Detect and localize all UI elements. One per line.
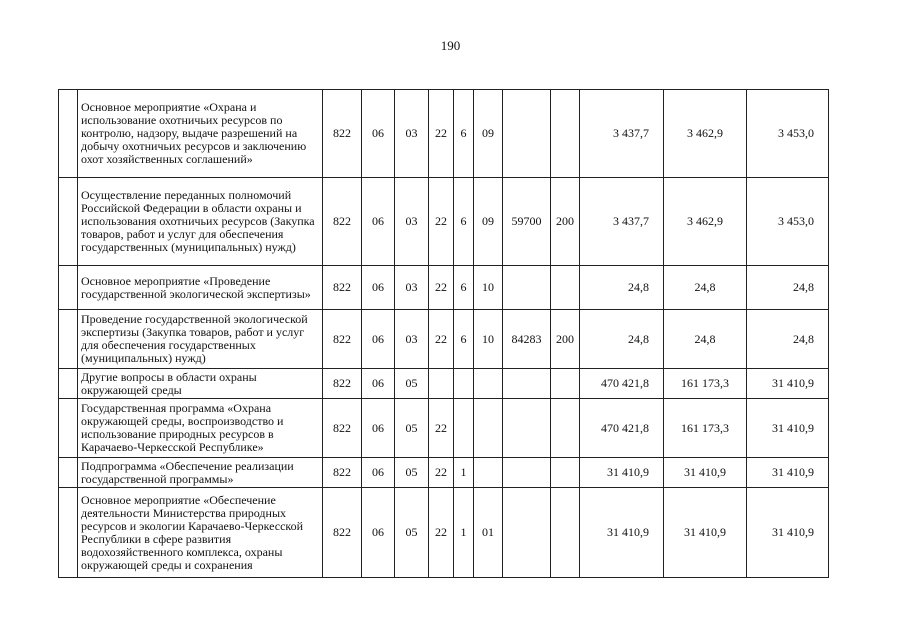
amount-year-1: 24,8 <box>580 266 664 310</box>
csr-code <box>503 266 551 310</box>
csr-code: 59700 <box>503 178 551 266</box>
amount-year-1: 31 410,9 <box>580 458 664 488</box>
subprogram-code: 6 <box>454 310 474 369</box>
csr-code <box>503 488 551 578</box>
rz-code: 06 <box>362 90 395 178</box>
pr-code: 05 <box>395 488 429 578</box>
pr-code: 05 <box>395 369 429 399</box>
blank-cell <box>59 178 78 266</box>
row-name: Другие вопросы в области охраны окружающей среды <box>78 369 323 399</box>
blank-cell <box>59 399 78 458</box>
subprogram-code: 1 <box>454 458 474 488</box>
subprogram-code <box>454 399 474 458</box>
rz-code: 06 <box>362 488 395 578</box>
subprogram-code <box>454 369 474 399</box>
event-code: 10 <box>474 310 503 369</box>
pr-code: 05 <box>395 399 429 458</box>
program-code: 22 <box>429 399 454 458</box>
row-name: Основное мероприятие «Обеспечение деятельности Министерства природных ресурсов и экологии Карачаево-Черкесской Республики в сфере развития водохозяйственного комплекса, охраны окружающей среды и сохранения <box>78 488 323 578</box>
rz-code: 06 <box>362 266 395 310</box>
table-row <box>59 310 829 369</box>
vr-code <box>551 488 580 578</box>
amount-year-1: 31 410,9 <box>580 488 664 578</box>
pr-code: 03 <box>395 266 429 310</box>
amount-year-2: 24,8 <box>664 266 747 310</box>
rz-code: 06 <box>362 178 395 266</box>
amount-year-2: 31 410,9 <box>664 458 747 488</box>
blank-cell <box>59 90 78 178</box>
gr-code: 822 <box>323 369 362 399</box>
subprogram-code: 6 <box>454 266 474 310</box>
gr-code: 822 <box>323 458 362 488</box>
event-code: 10 <box>474 266 503 310</box>
row-name: Основное мероприятие «Проведение государственной экологической экспертизы» <box>78 266 323 310</box>
blank-cell <box>59 458 78 488</box>
vr-code <box>551 266 580 310</box>
amount-year-3: 3 453,0 <box>747 178 829 266</box>
row-name: Основное мероприятие «Охрана и использование охотничьих ресурсов по контролю, надзору, выдаче разрешений на добычу охотничьих ресурсов и заключению охот хозяйственных соглашений» <box>78 90 323 178</box>
row-name: Подпрограмма «Обеспечение реализации государственной программы» <box>78 458 323 488</box>
table-row <box>59 458 829 488</box>
subprogram-code: 6 <box>454 90 474 178</box>
pr-code: 03 <box>395 178 429 266</box>
csr-code <box>503 399 551 458</box>
vr-code <box>551 90 580 178</box>
amount-year-1: 24,8 <box>580 310 664 369</box>
program-code: 22 <box>429 178 454 266</box>
pr-code: 03 <box>395 310 429 369</box>
row-name: Осуществление переданных полномочий Российской Федерации в области охраны и использования охотничьих ресурсов (Закупка товаров, работ и услуг для обеспечения государственных (муниципальных) нужд) <box>78 178 323 266</box>
table-row <box>59 488 829 578</box>
program-code <box>429 369 454 399</box>
rz-code: 06 <box>362 399 395 458</box>
gr-code: 822 <box>323 488 362 578</box>
csr-code <box>503 90 551 178</box>
amount-year-2: 24,8 <box>664 310 747 369</box>
program-code: 22 <box>429 458 454 488</box>
gr-code: 822 <box>323 399 362 458</box>
event-code: 09 <box>474 178 503 266</box>
amount-year-2: 161 173,3 <box>664 399 747 458</box>
blank-cell <box>59 266 78 310</box>
rz-code: 06 <box>362 369 395 399</box>
vr-code <box>551 458 580 488</box>
amount-year-3: 31 410,9 <box>747 369 829 399</box>
amount-year-3: 31 410,9 <box>747 488 829 578</box>
program-code: 22 <box>429 488 454 578</box>
csr-code <box>503 369 551 399</box>
budget-table <box>58 89 829 578</box>
table-row <box>59 399 829 458</box>
page-number: 190 <box>440 38 461 53</box>
vr-code <box>551 369 580 399</box>
amount-year-3: 24,8 <box>747 310 829 369</box>
gr-code: 822 <box>323 178 362 266</box>
amount-year-3: 3 453,0 <box>747 90 829 178</box>
table-row <box>59 90 829 178</box>
event-code <box>474 369 503 399</box>
gr-code: 822 <box>323 90 362 178</box>
amount-year-1: 470 421,8 <box>580 369 664 399</box>
program-code: 22 <box>429 266 454 310</box>
blank-cell <box>59 488 78 578</box>
row-name: Проведение государственной экологической экспертизы (Закупка товаров, работ и услуг для обеспечения государственных (муниципальных) нужд) <box>78 310 323 369</box>
vr-code <box>551 399 580 458</box>
amount-year-3: 31 410,9 <box>747 458 829 488</box>
amount-year-3: 31 410,9 <box>747 399 829 458</box>
vr-code: 200 <box>551 310 580 369</box>
amount-year-2: 31 410,9 <box>664 488 747 578</box>
pr-code: 05 <box>395 458 429 488</box>
subprogram-code: 1 <box>454 488 474 578</box>
amount-year-2: 161 173,3 <box>664 369 747 399</box>
rz-code: 06 <box>362 458 395 488</box>
rz-code: 06 <box>362 310 395 369</box>
table-row <box>59 266 829 310</box>
gr-code: 822 <box>323 310 362 369</box>
table-row <box>59 178 829 266</box>
vr-code: 200 <box>551 178 580 266</box>
program-code: 22 <box>429 90 454 178</box>
csr-code <box>503 458 551 488</box>
program-code: 22 <box>429 310 454 369</box>
subprogram-code: 6 <box>454 178 474 266</box>
amount-year-3: 24,8 <box>747 266 829 310</box>
amount-year-1: 3 437,7 <box>580 90 664 178</box>
blank-cell <box>59 310 78 369</box>
gr-code: 822 <box>323 266 362 310</box>
event-code: 09 <box>474 90 503 178</box>
csr-code: 84283 <box>503 310 551 369</box>
table-row <box>59 369 829 399</box>
amount-year-1: 3 437,7 <box>580 178 664 266</box>
event-code: 01 <box>474 488 503 578</box>
event-code <box>474 399 503 458</box>
row-name: Государственная программа «Охрана окружающей среды, воспроизводство и использование природных ресурсов в Карачаево-Черкесской Республике» <box>78 399 323 458</box>
blank-cell <box>59 369 78 399</box>
pr-code: 03 <box>395 90 429 178</box>
event-code <box>474 458 503 488</box>
amount-year-1: 470 421,8 <box>580 399 664 458</box>
amount-year-2: 3 462,9 <box>664 90 747 178</box>
amount-year-2: 3 462,9 <box>664 178 747 266</box>
